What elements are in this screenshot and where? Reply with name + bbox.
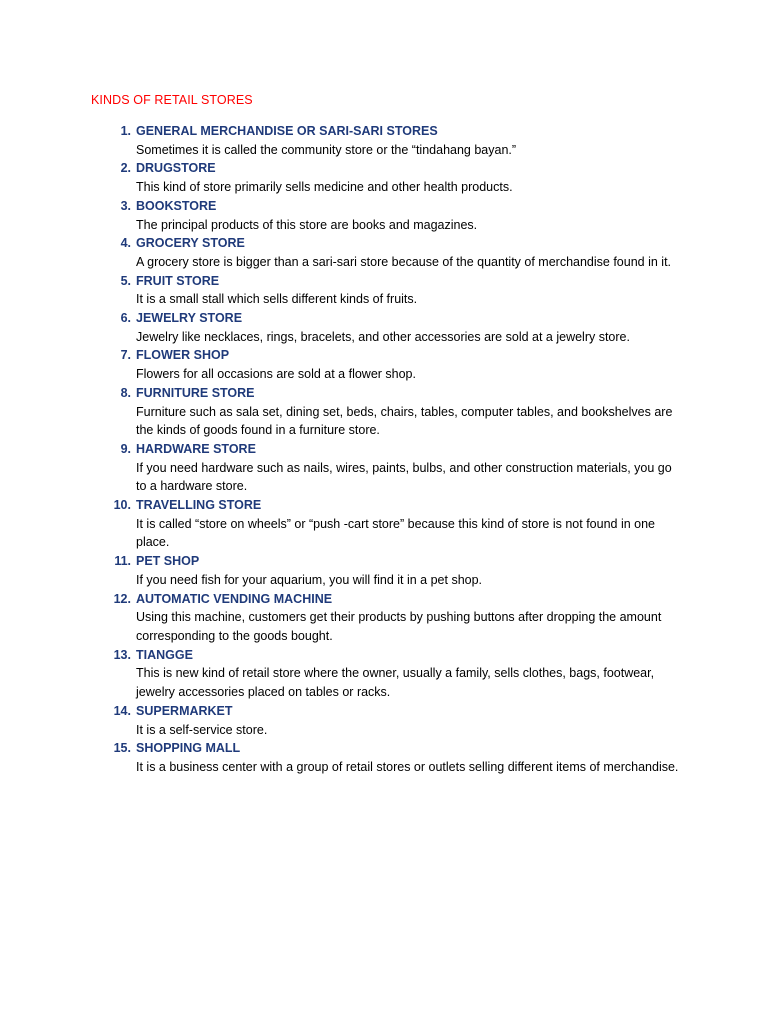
item-description: Jewelry like necklaces, rings, bracelets, and other accessories are sold at a jewelry store.: [136, 329, 630, 344]
list-item: [105, 440, 685, 496]
item-heading: AUTOMATIC VENDING MACHINE: [136, 591, 333, 606]
item-number: 13.: [113, 647, 131, 662]
item-heading: JEWELRY STORE: [136, 311, 243, 326]
list-item: [105, 159, 685, 196]
item-number: 12.: [113, 591, 131, 606]
item-description: This kind of store primarily sells medicine and other health products.: [136, 180, 513, 195]
item-heading: FURNITURE STORE: [136, 385, 255, 400]
item-heading: HARDWARE STORE: [136, 441, 256, 456]
item-number: 11.: [114, 554, 131, 569]
item-number: 5.: [120, 273, 131, 288]
document-title: KINDS OF RETAIL STORES: [91, 93, 253, 107]
item-heading: DRUGSTORE: [136, 161, 216, 176]
item-heading: SHOPPING MALL: [136, 741, 241, 756]
list-item: [105, 496, 685, 552]
item-description: A grocery store is bigger than a sari-sari store because of the quantity of merchandise found in it.: [136, 254, 672, 269]
item-description: Flowers for all occasions are sold at a flower shop.: [136, 367, 416, 382]
list-item: [105, 346, 685, 383]
item-description: Using this machine, customers get their products by pushing buttons after dropping the amount corresponding to the goods bought.: [136, 610, 662, 643]
item-description: Furniture such as sala set, dining set, beds, chairs, tables, computer tables, and bookshelves are the kinds of goods found in a furniture store.: [136, 404, 673, 438]
item-number: 7.: [120, 348, 131, 363]
list-item: [105, 272, 685, 309]
item-heading: BOOKSTORE: [136, 198, 217, 213]
list-item: [105, 122, 685, 159]
list-item: [105, 234, 685, 271]
item-number: 8.: [120, 385, 131, 400]
list-item: [105, 590, 685, 646]
list-item: [105, 552, 685, 589]
item-number: 4.: [120, 236, 131, 251]
list-item: [105, 739, 685, 776]
item-description: It is called “store on wheels” or “push -cart store” because this kind of store is not found in one place.: [136, 516, 656, 550]
item-number: 14.: [113, 703, 131, 718]
item-number: 15.: [113, 741, 131, 756]
item-description: This is new kind of retail store where the owner, usually a family, sells clothes, bags, footwear, jewelry accessories placed on tables or racks.: [136, 666, 655, 700]
item-description: It is a small stall which sells different kinds of fruits.: [136, 292, 418, 307]
item-description: It is a self-service store.: [136, 722, 268, 737]
item-heading: TIANGGE: [136, 647, 193, 662]
item-heading: GROCERY STORE: [136, 236, 245, 251]
item-heading: TRAVELLING STORE: [136, 498, 262, 513]
item-heading: PET SHOP: [136, 554, 200, 569]
list-item: [105, 702, 685, 739]
item-heading: FRUIT STORE: [136, 273, 220, 288]
item-description: The principal products of this store are books and magazines.: [136, 217, 478, 232]
item-number: 9.: [120, 441, 131, 456]
item-number: 2.: [120, 161, 131, 176]
list-item: [105, 384, 685, 440]
item-description: If you need fish for your aquarium, you will find it in a pet shop.: [136, 572, 483, 587]
item-heading: SUPERMARKET: [136, 703, 233, 718]
item-number: 3.: [120, 198, 131, 213]
item-number: 6.: [120, 311, 131, 326]
item-number: 10.: [113, 498, 131, 513]
list-item: [105, 646, 685, 702]
item-description: Sometimes it is called the community store or the “tindahang bayan.”: [136, 142, 517, 157]
item-heading: GENERAL MERCHANDISE OR SARI-SARI STORES: [136, 124, 438, 138]
list-item: [105, 197, 685, 234]
item-description: It is a business center with a group of retail stores or outlets selling different items of merchandise.: [136, 759, 679, 774]
item-description: If you need hardware such as nails, wires, paints, bulbs, and other construction materials, you go to a hardware store.: [136, 460, 672, 494]
store-list: [105, 122, 685, 777]
item-heading: FLOWER SHOP: [136, 348, 230, 363]
item-number: 1.: [120, 124, 131, 138]
list-item: [105, 309, 685, 346]
